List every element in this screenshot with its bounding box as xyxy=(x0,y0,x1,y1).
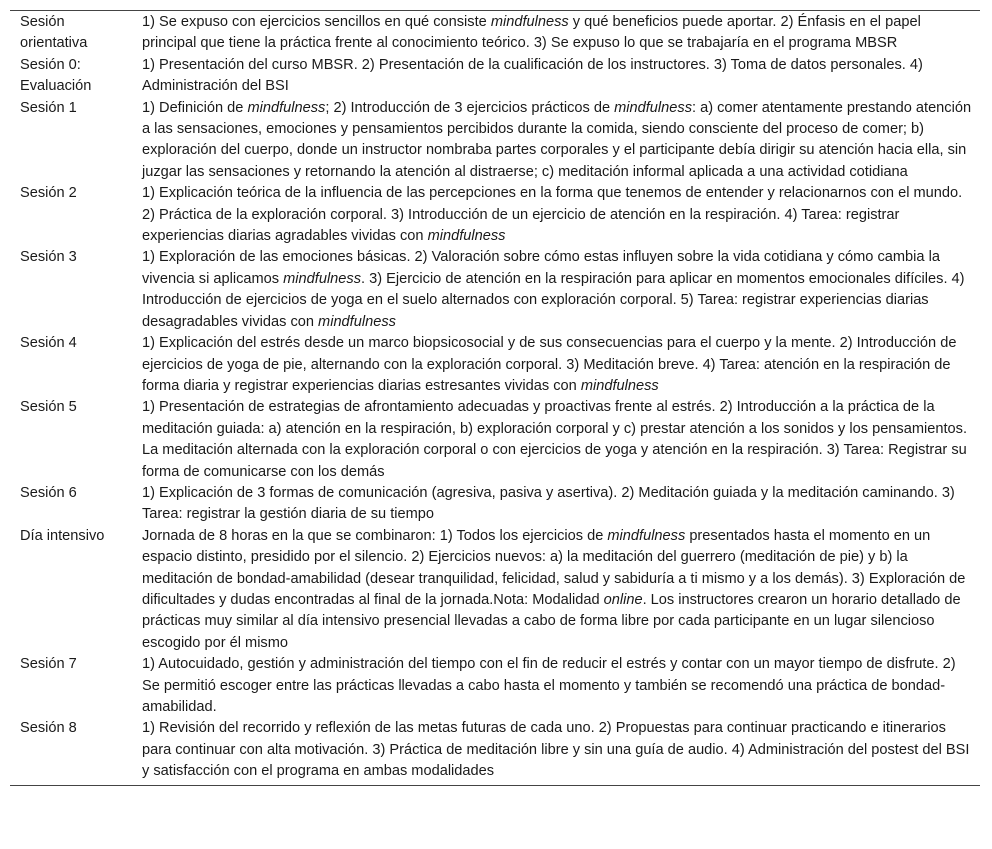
description-text: y qué beneficios puede aportar. 2) Énfasis en el papel principal que tiene la práctica frente al conocimiento teórico. 3) Se expuso lo que se trabajaría en el programa MBSR xyxy=(142,14,921,52)
session-description xyxy=(134,55,980,98)
description-text: Jornada de 8 horas en la que se combinaron: 1) Todos los ejercicios de xyxy=(142,527,608,544)
italic-term: mindfulness xyxy=(427,228,506,245)
italic-term: mindfulness xyxy=(614,99,692,116)
session-description xyxy=(134,526,980,654)
description-text: 1) Revisión del recorrido y reflexión de las metas futuras de cada uno. 2) Propuestas para continuar practicando e itinerarios para continuar con alta motivación. 3) Práctica de meditación libre y sin una guía de audio. 4) Administración del postest del BSI y satisfacción con el programa en ambas modalidades xyxy=(142,720,970,780)
session-description xyxy=(134,98,980,184)
italic-term: online xyxy=(603,591,643,608)
session-label: Sesión 4 xyxy=(20,335,77,352)
table-row xyxy=(10,654,980,718)
italic-term: mindfulness xyxy=(490,14,569,30)
description-text: 1) Se expuso con ejercicios sencillos en qué consiste xyxy=(142,14,491,30)
table-row xyxy=(10,718,980,785)
table-row xyxy=(10,333,980,397)
session-description xyxy=(134,483,980,526)
description-text: 1) Definición de xyxy=(142,99,248,116)
session-label: Sesión 7 xyxy=(20,656,77,673)
italic-term: mindfulness xyxy=(283,270,362,287)
description-text: ; 2) Introducción de 3 ejercicios prácticos de xyxy=(325,99,615,116)
session-label: Sesión 1 xyxy=(20,99,77,116)
table-row xyxy=(10,55,980,98)
description-text: 1) Explicación del estrés desde un marco biopsicosocial y de sus consecuencias para el cuerpo y la mente. 2) Introducción de ejercicios de yoga de pie, alternando con la exploración corporal. 3) Meditación breve. 4) Tarea: atención en la respiración de forma diaria y registrar experiencias diarias estresantes vividas con xyxy=(142,335,957,394)
table-row xyxy=(10,247,980,333)
table-row xyxy=(10,183,980,247)
session-label: Sesión 0: Evaluación xyxy=(20,56,92,95)
description-text: : a) comer atentamente prestando atención a las sensaciones, emociones y pensamientos percibidos durante la comida, siendo consciente del proceso de comer; b) exploración del cuerpo, donde un instructor nombraba partes corporales y el participante debía dirigir su atención hacia ella, sin juzgar las sensaciones y retornando la atención al distraerse; c) meditación informal aplicada a una actividad cotidiana xyxy=(142,99,972,180)
description-text: presentados hasta el momento en un espacio distinto, presidido por el silencio. 2) Ejercicios nuevos: a) la meditación del guerrero (meditación de pie) y b) la meditación de bondad-amabilidad (desear tranquilidad, felicidad, salud y sabiduría a ti mismo y a los demás). 3) Exploración de dificultades y dudas encontradas al final de la jornada.Nota: Modalidad xyxy=(142,527,966,608)
italic-term: mindfulness xyxy=(607,527,686,544)
table-row xyxy=(10,483,980,526)
description-text: 1) Explicación de 3 formas de comunicación (agresiva, pasiva y asertiva). 2) Meditación guiada y la meditación caminando. 3) Tarea: registrar la gestión diaria de su tiempo xyxy=(142,484,955,523)
italic-term: mindfulness xyxy=(247,99,326,116)
session-table-body xyxy=(10,11,980,786)
table-row xyxy=(10,397,980,483)
session-description xyxy=(134,654,980,718)
description-text: 1) Exploración de las emociones básicas. 2) Valoración sobre cómo estas influyen sobre la vida cotidiana y cómo cambia la vivencia si aplicamos xyxy=(142,249,940,287)
session-label: Sesión 2 xyxy=(20,185,77,202)
session-label: Día intensivo xyxy=(20,527,105,544)
table-container xyxy=(10,10,980,786)
session-label: Sesión 6 xyxy=(20,484,77,501)
session-description xyxy=(134,333,980,397)
session-description xyxy=(134,183,980,247)
italic-term: mindfulness xyxy=(318,313,396,330)
description-text: . Los instructores crearon un horario detallado de prácticas muy similar al día intensivo presencial llevadas a cabo de forma libre por cada participante en un lugar silencioso escogido por él mismo xyxy=(142,591,961,651)
description-text: 1) Presentación del curso MBSR. 2) Presentación de la cualificación de los instructores. 3) Toma de datos personales. 4) Administración del BSI xyxy=(142,56,923,95)
session-label: Sesión orientativa xyxy=(20,14,88,52)
description-text: 1) Explicación teórica de la influencia de las percepciones en la forma que tenemos de entender y relacionarnos con el mundo. 2) Práctica de la exploración corporal. 3) Introducción de un ejercicio de atención en la respiración. 4) Tarea: registrar experiencias diarias agradables vividas con xyxy=(142,185,963,245)
table-row xyxy=(10,526,980,654)
session-description xyxy=(134,397,980,483)
session-label: Sesión 3 xyxy=(20,249,77,266)
table-row xyxy=(10,98,980,184)
session-label: Sesión 5 xyxy=(20,399,77,416)
table-row xyxy=(10,11,980,55)
session-description xyxy=(134,11,980,55)
description-text: . 3) Ejercicio de atención en la respiración para aplicar en momentos emocionales difíciles. 4) Introducción de ejercicios de yoga en el suelo alternados con exploración corporal. 5) Tarea: registrar experiencias diarias desagradables vividas con xyxy=(142,270,965,330)
session-description xyxy=(134,247,980,333)
description-text: 1) Presentación de estrategias de afrontamiento adecuadas y proactivas frente al estrés. 2) Introducción a la práctica de la meditación guiada: a) atención en la respiración, b) exploración corporal y c) prestar atención a los sonidos y los pensamientos. La meditación alternada con la exploración corporal o con ejercicios de yoga y atención en la respiración. 3) Tarea: Registrar su forma de comunicarse con los demás xyxy=(142,399,967,480)
session-table xyxy=(10,10,980,786)
session-description xyxy=(134,718,980,785)
session-label: Sesión 8 xyxy=(20,720,77,737)
italic-term: mindfulness xyxy=(580,377,659,394)
description-text: 1) Autocuidado, gestión y administración del tiempo con el fin de reducir el estrés y contar con un mayor tiempo de disfrute. 2) Se permitió escoger entre las prácticas llevadas a cabo hasta el momento y también se recomendó una práctica de bondad-amabilidad. xyxy=(142,656,956,715)
